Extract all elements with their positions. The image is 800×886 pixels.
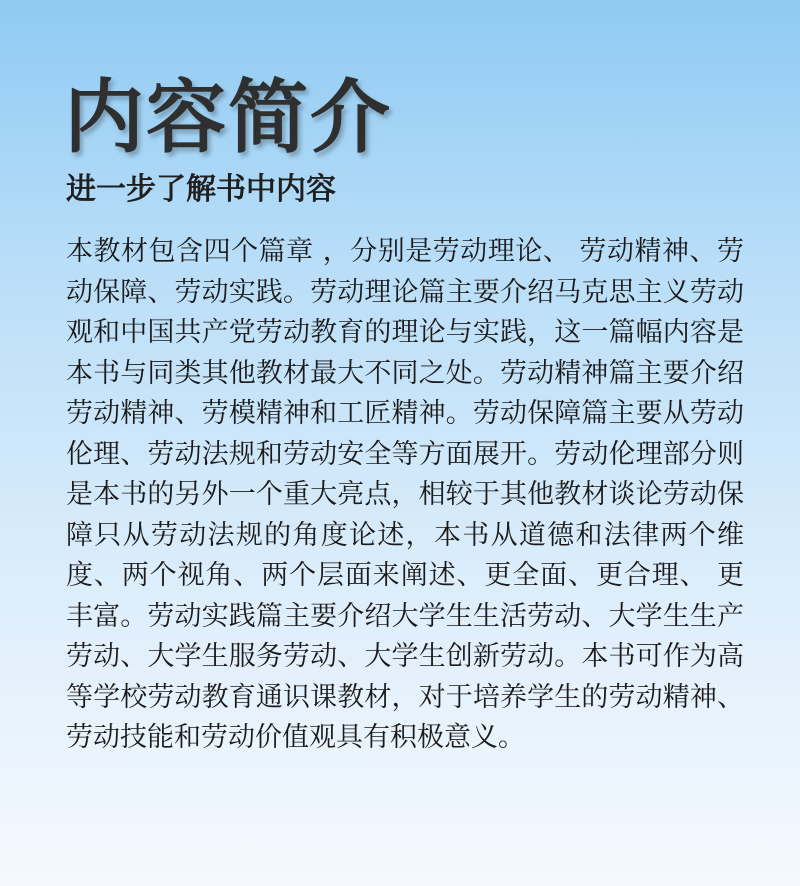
book-description: 本教材包含四个篇章 ，分别是劳动理论、 劳动精神、劳动保障、劳动实践。劳动理论篇主要介绍马克思主义劳动观和中国共产党劳动教育的理论与实践，这一篇幅内容是本书与同类其他教材最大不同之处。劳动精神篇主要介绍劳动精神、劳模精神和工匠精神。劳动保障篇主要从劳动伦理、劳动法规和劳动安全等方面展开。劳动伦理部分则是本书的另外一个重大亮点，相较于其他教材谈论劳动保障只从劳动法规的角度论述，本书从道德和法律两个维度、两个视角、两个层面来阐述、更全面、更合理、 更丰富。劳动实践篇主要介绍大学生生活劳动、大学生生产劳动、大学生服务劳动、大学生创新劳动。本书可作为高等学校劳动教育通识课教材，对于培养学生的劳动精神、 劳动技能和劳动价值观具有积极意义。	[66, 236, 744, 753]
content-intro-section	[64, 72, 744, 759]
page-subtitle: 进一步了解书中内容	[66, 172, 336, 207]
page-title: 内容简介	[64, 71, 392, 164]
